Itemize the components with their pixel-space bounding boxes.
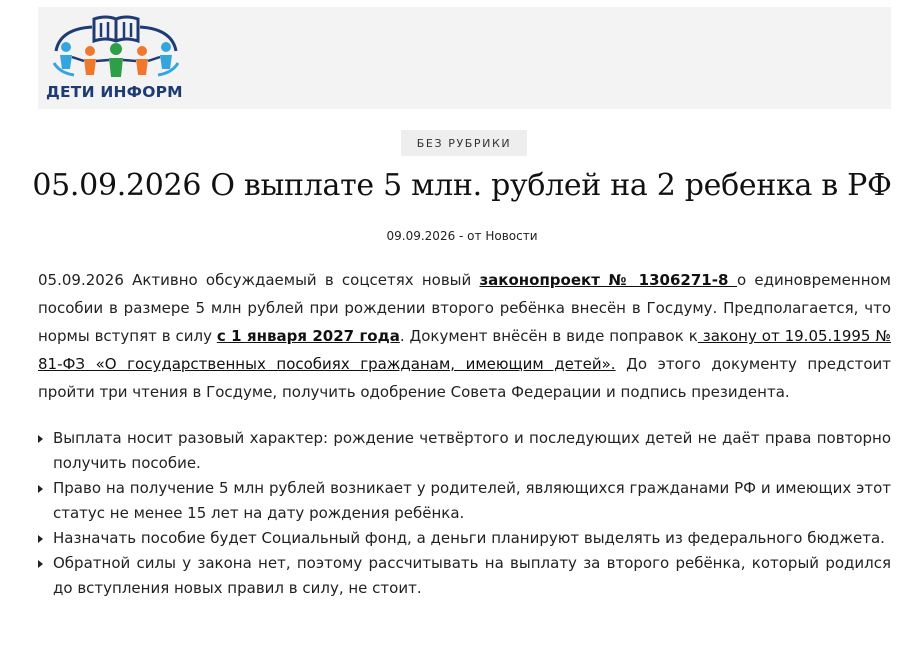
list-item: Право на получение 5 млн рублей возникает у родителей, являющихся гражданами РФ и имеющих этот статус не менее 15 лет на дату рождения ребёнка. [38,476,891,526]
effective-date-link[interactable]: с 1 января 2027 года [216,327,400,345]
site-logo[interactable] [46,9,186,107]
list-item: Назначать пособие будет Социальный фонд, а деньги планируют выделять из федерального бюджета. [38,526,891,551]
logo-text: ДЕТИ ИНФОРМ [46,83,183,101]
paragraph-text-4: До этого документу предстоит пройти три чтения в Госдуме, получить одобрение Совета Федерации и подпись президента. [38,355,891,401]
post-meta [0,229,924,243]
list-item: Выплата носит разовый характер: рождение четвёртого и последующих детей не даёт права повторно получить пособие. [38,426,891,476]
bill-link[interactable]: законопроект № 1306271-8 [479,271,738,289]
meta-separator: - от [455,229,486,243]
post-author-link[interactable]: Новости [485,229,538,243]
category-badge[interactable]: БЕЗ РУБРИКИ [401,130,527,156]
post-content [38,266,891,601]
list-item: Обратной силы у закона нет, поэтому рассчитывать на выплату за второго ребёнка, который родился до вступления новых правил в силу, не стоит. [38,551,891,601]
post-title: 05.09.2026 О выплате 5 млн. рублей на 2 ребенка в РФ [32,168,892,203]
paragraph-text-1: 05.09.2026 Активно обсуждаемый в соцсетях новый [38,271,480,289]
bullet-list [38,426,891,601]
law-link[interactable]: закону от 19.05.1995 № 81-ФЗ «О государственных пособиях гражданам, имеющим детей». [38,327,891,373]
paragraph-text-2: о единовременном пособии в размере 5 млн рублей при рождении второго ребёнка внесён в Госдуму. Предполагается, что нормы вступят в силу [38,271,891,345]
post-date: 09.09.2026 [386,229,456,243]
site-header [38,7,891,109]
intro-paragraph [38,266,891,406]
paragraph-text-3: . Документ внёсён в виде поправок к [399,327,698,345]
children-book-logo-icon [46,9,186,85]
